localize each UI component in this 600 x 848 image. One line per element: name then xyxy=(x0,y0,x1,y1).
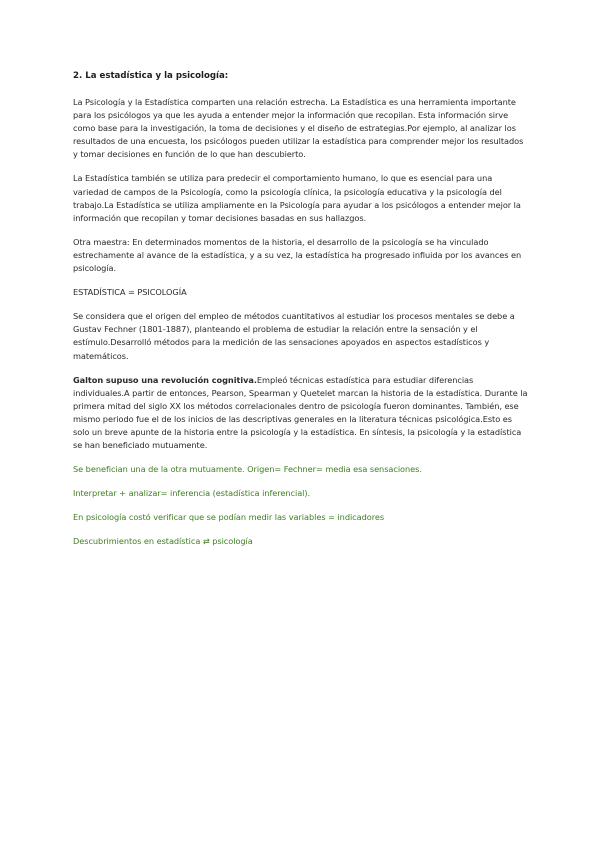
note-inference: Interpretar + analizar= inferencia (estadística inferencial). xyxy=(73,488,311,499)
note-variables: En psicología costó verificar que se podían medir las variables = indicadores xyxy=(73,512,385,523)
paragraph-history: Otra maestra: En determinados momentos de la historia, el desarrollo de la psicología se ha vinculado estrechamente al avance de la estadística, y a su vez, la estadística ha progresado influida por los avances en psicología. xyxy=(73,236,522,274)
galton-body: Empleó técnicas estadística para estudiar diferencias individuales.A partir de entonces, Pearson, Spearman y Quetelet marcan la historia de la estadística. Durante la primera mitad del siglo XX los métodos correlacionales dentro de psicología fueron dominantes. También, ese mismo periodo fue el de los inicios de las descriptivas generales en la literatura técnicas psicológica.Esto es solo un breve apunte de la historia entre la psicología y la estadística. En síntesis, la psicología y la estadística se han beneficiado mutuamente. xyxy=(73,374,528,451)
galton-bold-lead: Galton supuso una revolución cognitiva. xyxy=(73,374,257,385)
paragraph-galton xyxy=(73,374,530,453)
paragraph-equation: ESTADÍSTICA = PSICOLOGÍA xyxy=(73,287,187,298)
note-benefit: Se benefician una de la otra mutuamente. Origen= Fechner= media esa sensaciones. xyxy=(73,464,422,475)
paragraph-relation: La Psicología y la Estadística comparten una relación estrecha. La Estadística es una herramienta importante para los psicólogos ya que les ayuda a entender mejor la información que recopilan. Esta información sirve como base para la investigación, la toma de decisiones y el diseño de estrategias.Por ejemplo, al analizar los resultados de una encuesta, los psicólogos pueden utilizar la estadística para comprender mejor los resultados y tomar decisiones en función de lo que han descubierto. xyxy=(73,97,524,160)
section-heading: 2. La estadística y la psicología: xyxy=(73,71,229,81)
paragraph-fechner: Se considera que el origen del empleo de métodos cuantitativos al estudiar los procesos mentales se debe a Gustav Fechner (1801-1887), planteando el problema de estudiar la relación entre la sensación y el estímulo.Desarrolló métodos para la medición de las sensaciones apoyados en aspectos estadísticos y matemáticos. xyxy=(73,311,515,361)
note-discoveries: Descubrimientos en estadística ⇄ psicología xyxy=(73,536,253,547)
paragraph-prediction: La Estadística también se utiliza para predecir el comportamiento humano, lo que es esencial para una variedad de campos de la Psicología, como la psicología clínica, la psicología educativa y la psicología del trabajo.La Estadística se utiliza ampliamente en la Psicología para ayudar a los psicólogos a entender mejor la información que recopilan y tomar decisiones basadas en sus hallazgos. xyxy=(73,173,521,223)
